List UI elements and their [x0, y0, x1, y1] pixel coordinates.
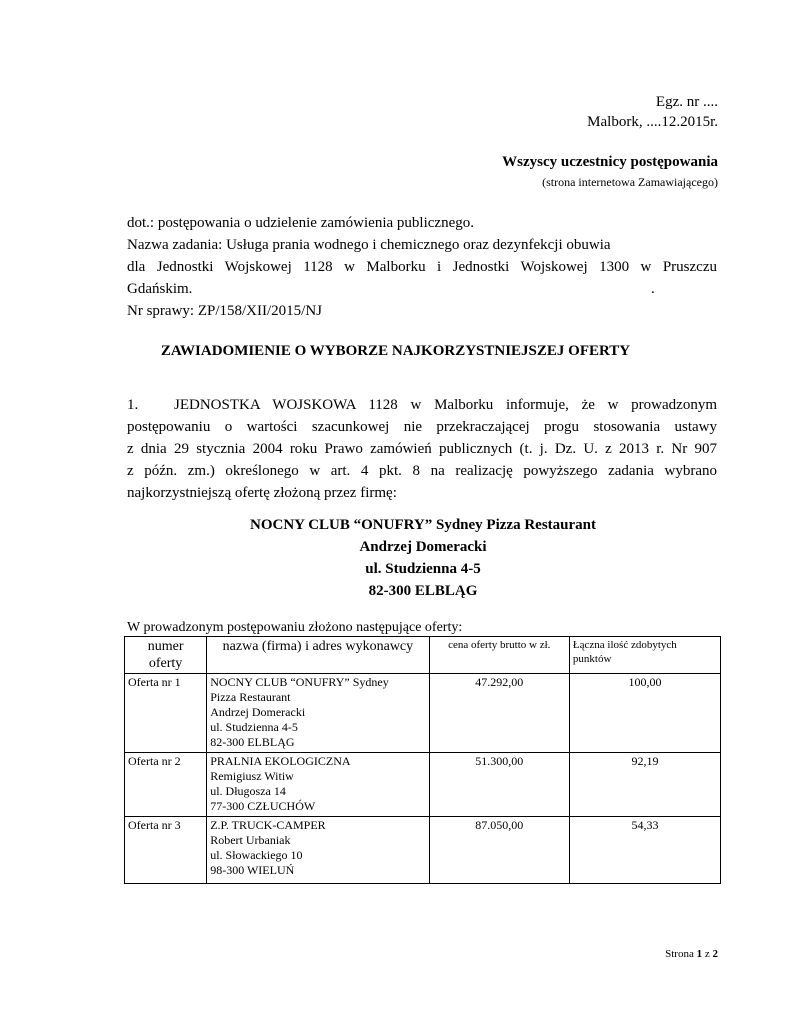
header-number	[125, 637, 207, 674]
task-name-line: Nazwa zadania: Usługa prania wodnego i chemicznego oraz dezynfekcji obuwia	[127, 237, 611, 253]
contractor-line: PRALNIA EKOLOGICZNA	[210, 754, 351, 768]
contractor-line: ul. Długosza 14	[210, 784, 286, 798]
contractor-line: ul. Studzienna 4-5	[210, 720, 298, 734]
offer-points: 92,19	[569, 753, 720, 817]
contractor-line: Andrzej Domeracki	[210, 705, 306, 719]
task-name-end-dot: .	[651, 281, 655, 297]
contractor-line: 82-300 ELBLĄG	[210, 735, 295, 749]
offer-points: 54,33	[569, 817, 720, 884]
task-name-end-text: Gdańskim.	[127, 281, 193, 297]
task-name-end	[127, 278, 717, 300]
contractor-line: Pizza Restaurant	[210, 690, 291, 704]
contractor-line: ul. Słowackiego 10	[210, 848, 303, 862]
header-points-line: punktów	[572, 653, 612, 665]
addressee: Wszyscy uczestnicy postępowania	[502, 154, 718, 170]
page-current: 1	[696, 948, 703, 960]
header-price: cena oferty brutto w zł.	[429, 637, 569, 674]
offer-price: 47.292,00	[429, 674, 569, 753]
section-1-first-line	[127, 394, 717, 416]
header-number-line: oferty	[148, 656, 183, 671]
winner-person: Andrzej Domeracki	[359, 539, 487, 555]
winner-name: NOCNY CLUB “ONUFRY” Sydney Pizza Restaurant	[250, 517, 596, 533]
offer-label: Oferta nr 2	[125, 753, 207, 817]
section-number: 1.	[127, 397, 139, 413]
table-header-row	[125, 637, 721, 674]
section-1-line: JEDNOSTKA WOJSKOWA 1128 w Malborku informuje, że w prowadzonym	[174, 397, 717, 413]
header-points-line: Łączna ilość zdobytych	[572, 639, 677, 651]
contractor-line: Z.P. TRUCK-CAMPER	[210, 818, 326, 832]
page-number	[665, 948, 718, 960]
contractor-line: NOCNY CLUB “ONUFRY” Sydney	[210, 675, 389, 689]
task-name-continuation: dla Jednostki Wojskowej 1128 w Malborku i Jednostki Wojskowej 1300 w Pruszczu	[127, 259, 717, 275]
section-1-line: postępowaniu o wartości szacunkowej nie przekraczającej progu stosowania ustawy	[127, 419, 717, 435]
section-1-line: najkorzystniejszą ofertę złożoną przez firmę:	[127, 485, 397, 501]
contractor-line: Remigiusz Witiw	[210, 769, 294, 783]
place-date: Malbork, ....12.2015r.	[587, 114, 718, 130]
section-1-line: z dnia 29 stycznia 2004 roku Prawo zamówień publicznych (t. j. Dz. U. z 2013 r. Nr 907	[127, 441, 717, 457]
header-number-line: numer	[147, 639, 184, 654]
table-intro: W prowadzonym postępowaniu złożono następujące oferty:	[127, 620, 463, 635]
document-title: ZAWIADOMIENIE O WYBORZE NAJKORZYSTNIEJSZEJ OFERTY	[160, 343, 631, 359]
offer-price: 51.300,00	[429, 753, 569, 817]
offers-table	[124, 636, 721, 884]
offer-contractor	[207, 817, 429, 884]
offer-contractor	[207, 753, 429, 817]
copy-number: Egz. nr ....	[655, 94, 718, 110]
offer-contractor	[207, 674, 429, 753]
page-label: Strona	[665, 948, 694, 960]
contractor-line: 98-300 WIELUŃ	[210, 863, 295, 877]
addressee-note: (strona internetowa Zamawiającego)	[542, 175, 718, 189]
section-1-line: z późn. zm.) określonego w art. 4 pkt. 8 na realizację powyższego zadania wybrano	[127, 463, 717, 479]
header-name: nazwa (firma) i adres wykonawcy	[207, 637, 429, 674]
offer-label: Oferta nr 3	[125, 817, 207, 884]
subject-block	[127, 212, 717, 322]
contractor-line: Robert Urbaniak	[210, 833, 291, 847]
subject-line: dot.: postępowania o udzielenie zamówienia publicznego.	[127, 215, 474, 231]
winner-street: ul. Studzienna 4-5	[365, 561, 481, 577]
contractor-line: 77-300 CZŁUCHÓW	[210, 799, 316, 813]
page-total: 2	[712, 948, 718, 960]
header-points	[569, 637, 720, 674]
table-row	[125, 817, 721, 884]
table-row	[125, 674, 721, 753]
table-row	[125, 753, 721, 817]
section-1	[127, 394, 717, 504]
case-number: Nr sprawy: ZP/158/XII/2015/NJ	[127, 303, 322, 319]
page-of: z	[704, 948, 710, 960]
offer-label: Oferta nr 1	[125, 674, 207, 753]
offer-price: 87.050,00	[429, 817, 569, 884]
offer-points: 100,00	[569, 674, 720, 753]
winner-city: 82-300 ELBLĄG	[368, 583, 478, 599]
